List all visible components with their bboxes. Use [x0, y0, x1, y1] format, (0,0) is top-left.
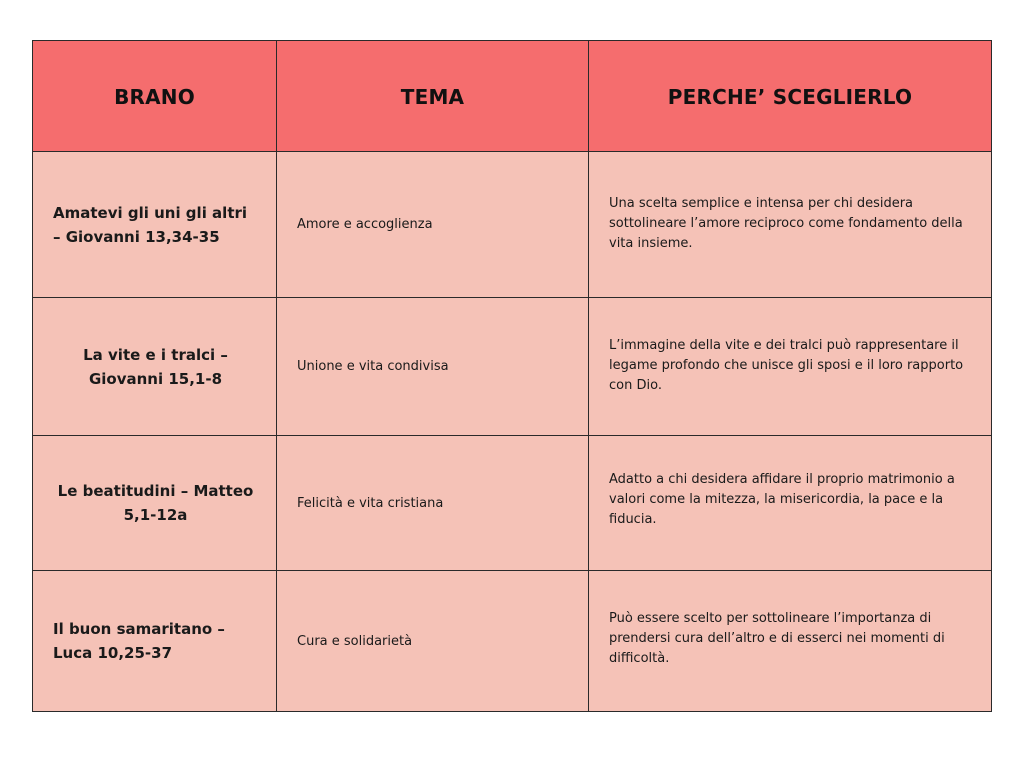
row-2-perche: [589, 298, 991, 436]
row-1-brano: Amatevi gli uni gli altri – Giovanni 13,34-35: [33, 152, 277, 298]
header-brano: BRANO: [33, 41, 277, 152]
row-4-tema: Cura e solidarietà: [277, 571, 589, 711]
row-3-tema: Felicità e vita cristiana: [277, 436, 589, 571]
row-1-perche-text: Una scelta semplice e intensa per chi desidera sottolineare l’amore reciproco come fondamento della vita insieme.: [609, 196, 963, 251]
row-3-perche: [589, 436, 991, 571]
row-2-brano: La vite e i tralci – Giovanni 15,1-8: [33, 298, 277, 436]
readings-table: [32, 40, 992, 712]
row-4-perche-text: Può essere scelto per sottolineare l’importanza di prendersi cura dell’altro e di esserci nei momenti di difficoltà.: [609, 611, 945, 666]
row-2-tema: Unione e vita condivisa: [277, 298, 589, 436]
row-3-perche-text: Adatto a chi desidera affidare il proprio matrimonio a valori come la mitezza, la misericordia, la pace e la fiducia.: [609, 472, 955, 527]
header-perche: PERCHE’ SCEGLIERLO: [589, 41, 991, 152]
row-1-tema: Amore e accoglienza: [277, 152, 589, 298]
row-2-perche-text: L’immagine della vite e dei tralci può rappresentare il legame profondo che unisce gli sposi e il loro rapporto con Dio.: [609, 338, 964, 393]
row-4-brano: Il buon samaritano – Luca 10,25-37: [33, 571, 277, 711]
row-4-perche: [589, 571, 991, 711]
row-1-perche: [589, 152, 991, 298]
header-tema: TEMA: [277, 41, 589, 152]
row-3-brano: Le beatitudini – Matteo 5,1-12a: [33, 436, 277, 571]
